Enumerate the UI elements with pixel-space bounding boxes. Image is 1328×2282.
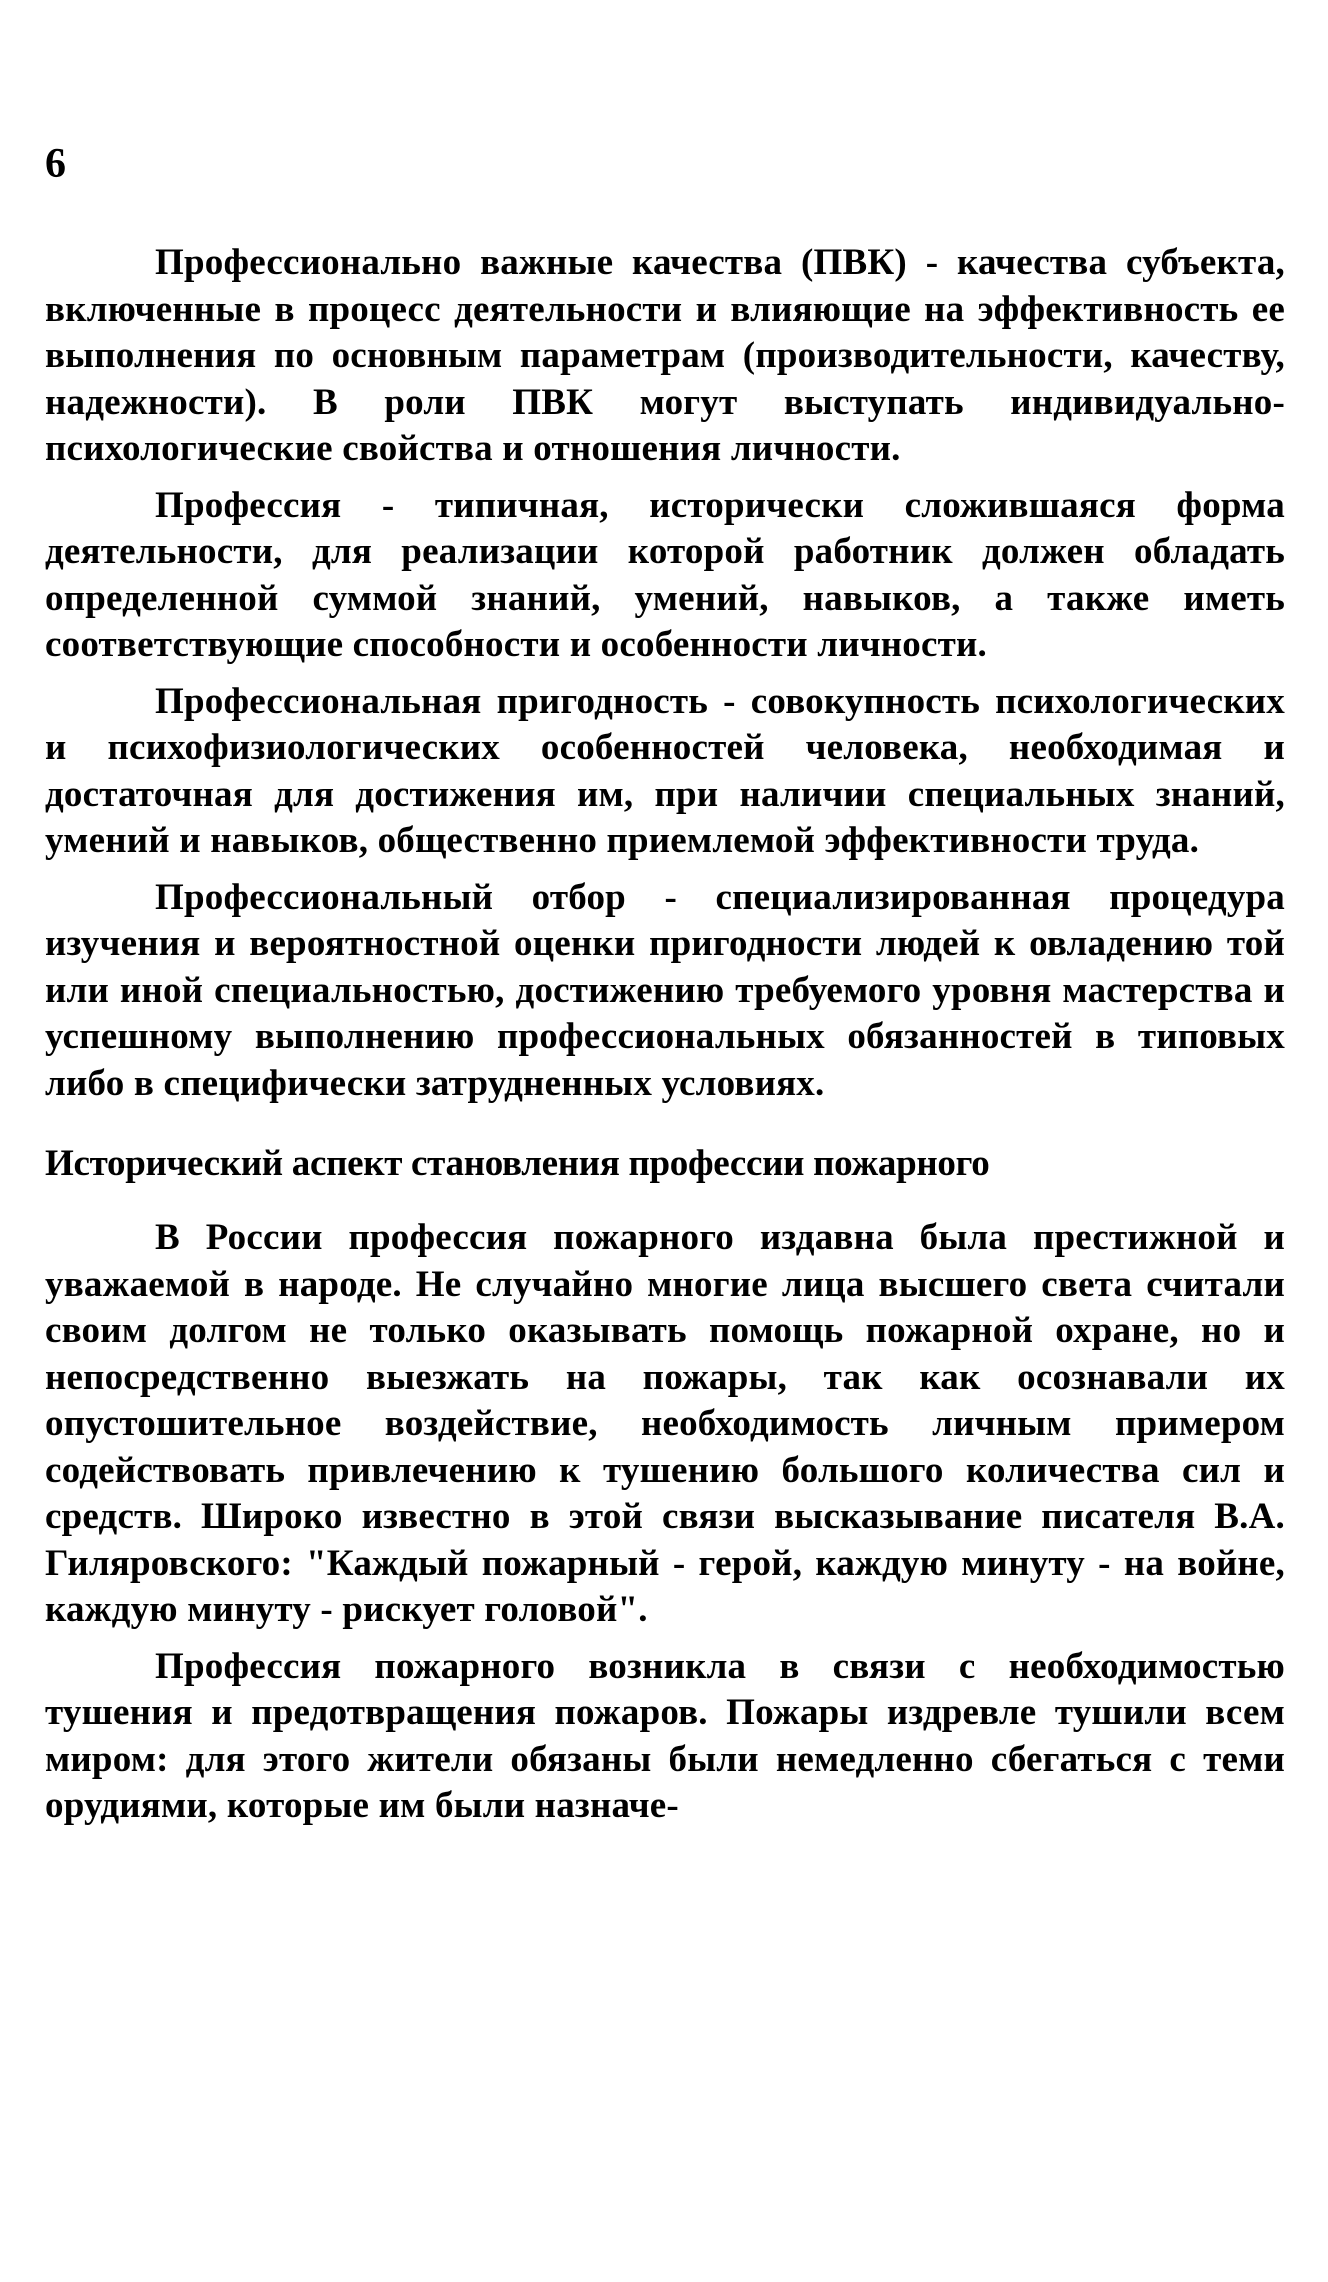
- definition-text: - качества субъекта, включенные в процесс деятельности и влияющие на эффективность ее выполнения по основным параметрам (производительности, качеству, надежности). В роли ПВК могут выступать индивидуально-психологические свойства и отношения личности.: [45, 242, 1285, 469]
- book-page: [45, 140, 1285, 1840]
- definition-term: Профессия: [155, 484, 342, 526]
- definition-term: Профессиональный отбор: [155, 876, 626, 918]
- definition-term: Профессионально важные качества (ПВК): [155, 242, 907, 283]
- definition-term: Профессиональная пригодность: [155, 680, 709, 722]
- definition-pvk: [45, 240, 1285, 473]
- body-paragraph: В России профессия пожарного издавна была престижной и уважаемой в народе. Не случайно многие лица высшего света считали своим долгом не только оказывать помощь пожарной охране, но и непосредственно выезжать на пожары, так как осознавали их опустошительное воздействие, необходимость личным примером содействовать привлечению к тушению большого количества сил и средств. Широко известно в этой связи высказывание писателя В.А. Гиляровского: "Каждый пожарный - герой, каждую минуту - на войне, каждую минуту - рискует головой".: [45, 1217, 1285, 1630]
- definition-profession: [45, 483, 1285, 669]
- section-heading: Исторический аспект становления профессии пожарного: [45, 1143, 990, 1184]
- page-number: 6: [45, 141, 66, 187]
- definition-text: - типичная, исторически сложившаяся форма деятельности, для реализации которой работник должен обладать определенной суммой знаний, умений, навыков, а также иметь соответствующие способности и особенности личности.: [45, 484, 1285, 665]
- definition-professional-suitability: [45, 679, 1285, 865]
- definition-professional-selection: [45, 875, 1285, 1108]
- definition-text: - совокупность психологических и психофизиологических особенностей человека, необходимая и достаточная для достижения им, при наличии специальных знаний, умений и навыков, общественно приемлемой эффективности труда.: [45, 680, 1285, 861]
- definition-text: - специализированная процедура изучения и вероятностной оценки пригодности людей к овладению той или иной специальностью, достижению требуемого уровня мастерства и успешному выполнению профессиональных обязанностей в типовых либо в специфически затрудненных условиях.: [45, 876, 1285, 1104]
- body-paragraph: Профессия пожарного возникла в связи с необходимостью тушения и предотвращения пожаров. Пожары издревле тушили всем миром: для этого жители обязаны были немедленно сбегаться с теми орудиями, которые им были назначе-: [45, 1645, 1285, 1826]
